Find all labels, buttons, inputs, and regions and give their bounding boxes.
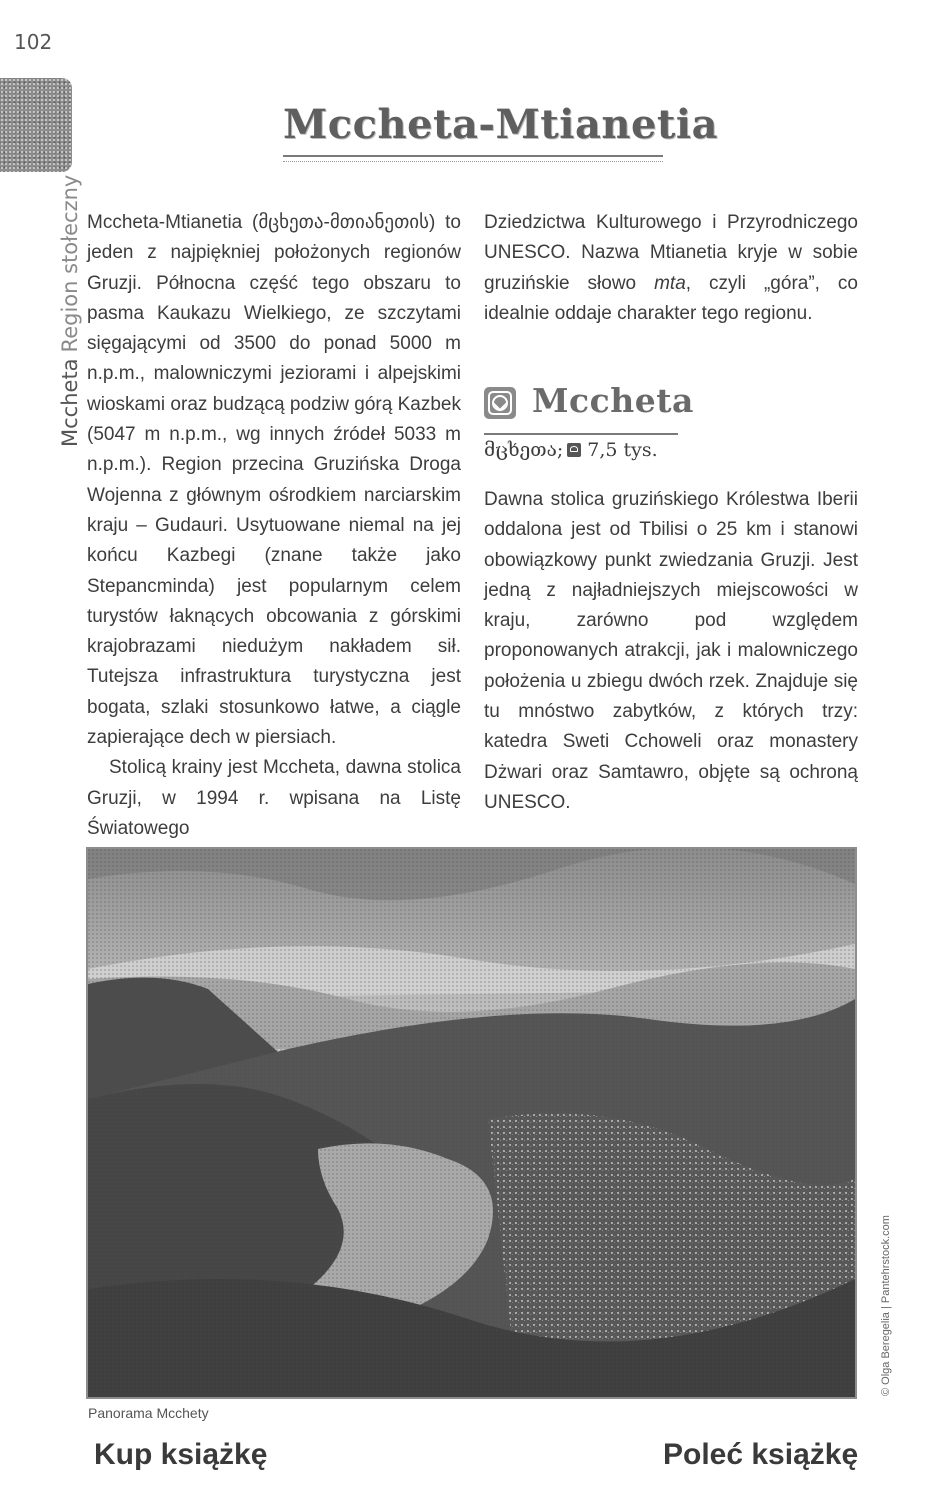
intro-continued-text: Dziedzictwa Kulturowego i Przyrodniczego UNESCO. Nazwa Mtianetia kryje w sobie gruzińskie słowo	[484, 212, 858, 294]
buy-book-link[interactable]: Kup książkę	[94, 1438, 268, 1471]
section-body-column	[484, 485, 858, 818]
page-number: 102	[14, 30, 53, 54]
chapter-tab-marker	[0, 78, 72, 172]
section-subtitle	[484, 439, 658, 461]
section-body-paragraph: Dawna stolica gruzińskiego Królestwa Iberii oddalona jest od Tbilisi o 25 km i stanowi obowiązkowy punkt zwiedzania Gruzji. Jest jedną z najładniejszych miejscowości w kraju, zarówno pod względem proponowanych atrakcji, jak i malowniczego położenia u zbiegu dwóch rzek. Znajduje się tu mnóstwo zabytków, z których trzy: katedra Sweti Cchoweli oraz monastery Dżwari oraz Samtawro, objęte są ochroną UNESCO.	[484, 489, 858, 813]
intro-paragraph-continued	[484, 208, 858, 329]
chapter-side-label	[58, 175, 82, 447]
photo-credit: © Olga Beregelia | Pantehrstock.com	[880, 1215, 892, 1396]
side-label-city: Mccheta	[58, 358, 82, 447]
photo-caption: Panorama Mcchety	[88, 1405, 209, 1421]
title-underline	[283, 155, 663, 162]
population-value: 7,5 tys.	[587, 439, 658, 461]
section-title: Mccheta	[532, 381, 694, 420]
page-title: Mccheta-Mtianetia	[283, 101, 719, 148]
recommend-book-link[interactable]: Poleć książkę	[663, 1438, 859, 1471]
unesco-heritage-icon	[484, 387, 516, 419]
emphasis-mta: mta	[654, 272, 686, 294]
intro-right-column	[484, 208, 858, 329]
population-icon	[567, 443, 581, 457]
intro-continued-text-end: , czyli „góra”, co idealnie oddaje charakter tego regionu.	[484, 272, 858, 324]
intro-paragraph-2: Stolicą krainy jest Mccheta, dawna stolica Gruzji, w 1994 r. wpisana na Listę Światowego	[87, 757, 461, 839]
georgian-name: მცხეთა;	[484, 439, 564, 461]
intro-left-column	[87, 208, 461, 844]
panorama-photo	[86, 847, 857, 1399]
side-label-region: Region stołeczny	[58, 174, 82, 353]
section-heading	[484, 381, 694, 435]
intro-paragraph-1: Mccheta-Mtianetia (მცხეთა-მთიანეთის) to jeden z najpiękniej położonych regionów Gruzji. Północna część tego obszaru to pasma Kaukazu Wielkiego, ze szczytami sięgającymi od 3500 do ponad 5000 m n.p.m., malowniczymi jeziorami i alpejskimi wioskami oraz budzącą podziw górą Kazbek (5047 m n.p.m., wg innych źródeł 5033 m n.p.m.). Region przecina Gruzińska Droga Wojenna z głównym ośrodkiem narciarskim kraju – Gudauri. Usytuowane niemal na jej końcu Kazbegi (znane także jako Stepancminda) jest popularnym celem turystów łaknących obcowania z górskimi krajobrazami niedużym nakładem sił. Tutejsza infrastruktura turystyczna jest bogata, szlaki stosunkowo łatwe, a ciągle zapierające dech w piersiach.	[87, 212, 461, 749]
